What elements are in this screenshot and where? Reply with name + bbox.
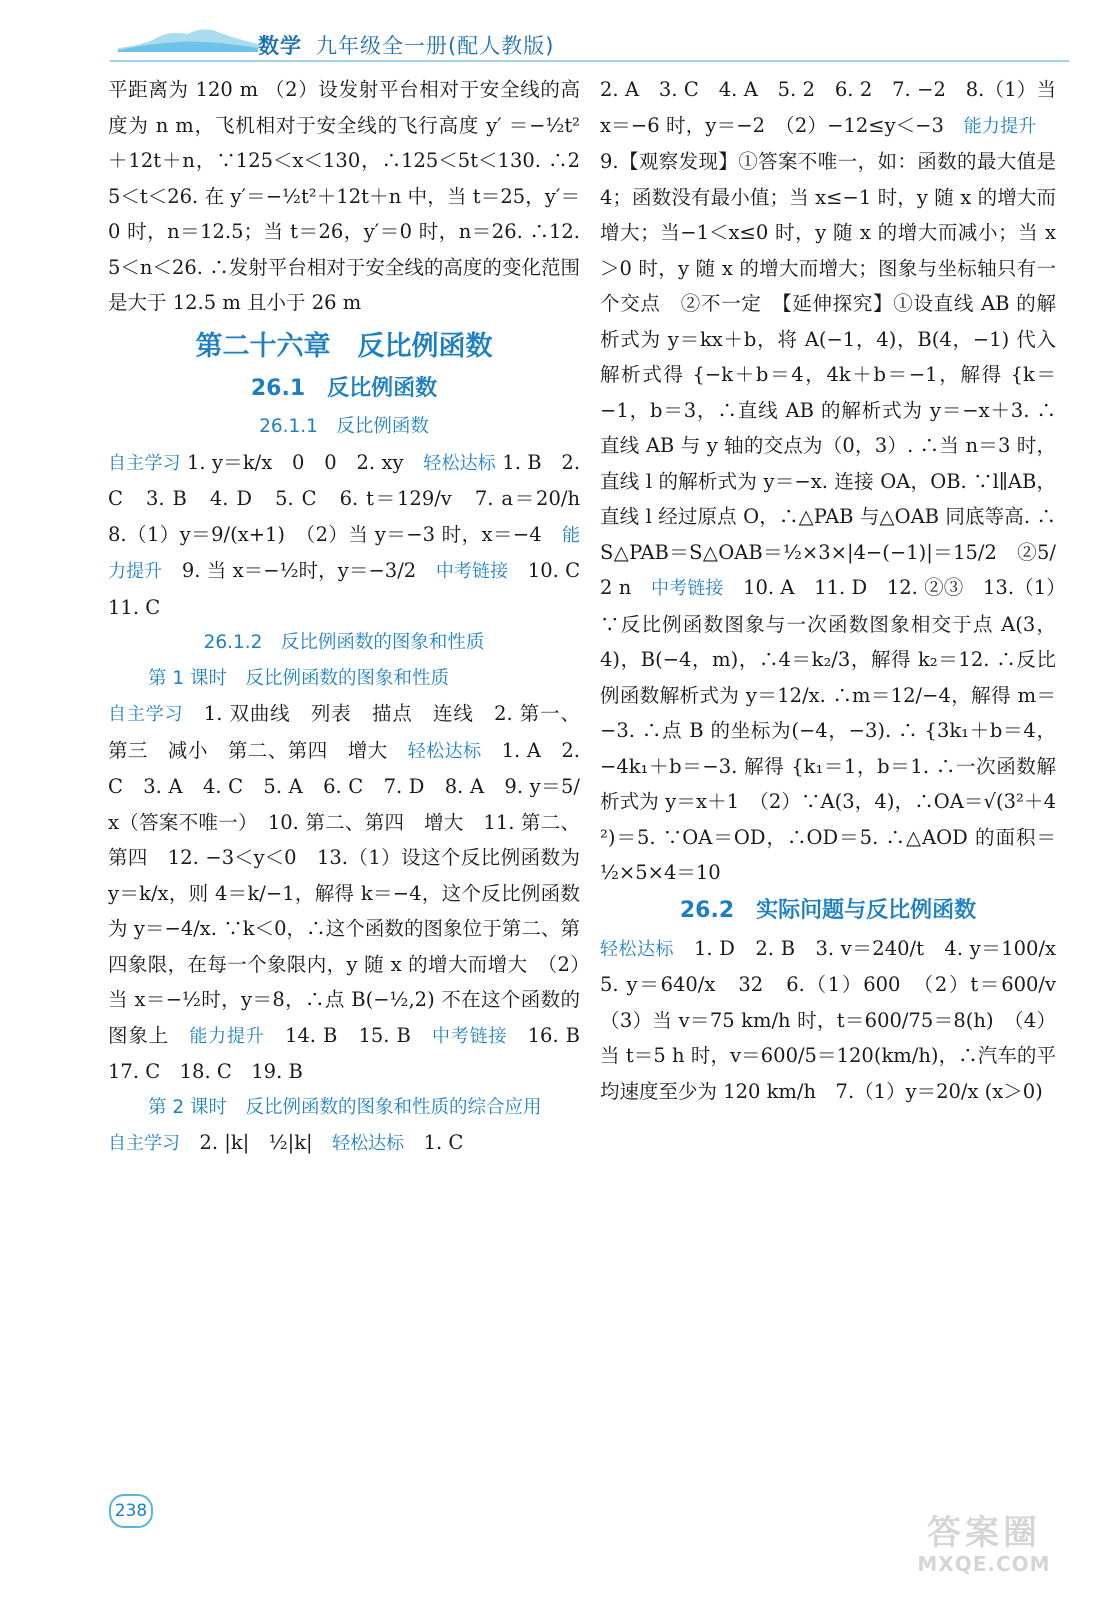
section-keyword: 中考链接 [432,1025,508,1047]
section-keyword: 自主学习 [108,704,184,725]
answer-text: 10. C 11. C [108,559,600,619]
answer-text: 1. C [404,1130,464,1154]
answer-text: 14. B 15. B [264,1023,432,1047]
answer-text: 9.【观察发现】①答案不唯一，如：函数的最大值是 4；函数没有最小值；当 x≤−1 时，y 随 x 的增大而增大；当−1＜x≤0 时，y 随 x 的增大而减小；当 x＞0 时，y 随 x 的增大而增大；图象与坐标轴只有一个交点 ②不一定 【延伸探究】①设直线 AB 的解析式为 y＝kx＋b，将 A(−1，4)，B(4，−1) 代入解析式得 {−k＋b＝4，4k＋b＝−1，解得 {k＝−1，b＝3，∴直线 AB 的解析式为 y＝−x＋3. ∴直线 AB 与 y 轴的交点为（0，3）. ∴当 n＝3 时，直线 l 的解析式为 y＝−x. 连接 OA，OB. ∵l∥AB，直线 l 经过原点 O，∴△PAB 与△OAB 同底等高. ∴S△PAB＝S△OAB＝½×3×|4−(−1)|＝15/2 ②5/2 n [600,113,1056,599]
answer-text: 10. A 11. D 12. ②③ 13.（1）∵反比例函数图象与一次函数图象相交于点 A(3，4)，B(−4，m)，∴4＝k₂/3，解得 k₂＝12. ∴反比例函数解析式为 y＝12/x. ∴m＝12/−4，解得 m＝−3. ∴点 B 的坐标为(−4，−3). ∴ {3k₁＋b＝4，−4k₁＋b＝−3. 解得 {k₁＝1，b＝1. ∴一次函数解析式为 y＝x＋1 （2）∵A(3，4)，∴OA＝√(3²＋4²)＝5. ∵OA＝OD，∴OD＝5. ∴△AOD 的面积＝½×5×4＝10 [600,576,1057,884]
watermark-en: MXQE.COM [917,1552,1051,1576]
section-title: 26.1 反比例函数 [250,375,438,401]
section-keyword: 轻松达标 [600,938,674,960]
section-keyword: 能力提升 [108,524,580,582]
right-column [600,72,1076,1109]
answer-paragraph [108,696,600,1090]
section-keyword: 自主学习 [108,1132,180,1154]
section-keyword: 中考链接 [435,561,509,582]
section-keyword: 轻松达标 [332,1132,405,1154]
section-keyword: 轻松达标 [407,740,482,762]
answer-text: 9. 当 x＝−½时，y＝−3/2 [162,559,436,582]
answer-text: 1. B 2. C 3. B 4. D 5. C 6. t＝129/v 7. a＝20/h 8.（1）y＝9/(x+1) （2）当 y＝−3 时，x＝−4 [108,450,600,546]
answer-text: 1. y＝k/x 0 0 2. xy [180,450,424,474]
page-number: 238 [109,1494,153,1528]
header-title [258,30,554,60]
watermark-logo [889,1514,1079,1578]
lesson-title: 第 1 课时 反比例函数的图象和性质 [148,668,450,689]
watermark-cn: 答案圈 [927,1513,1041,1553]
lesson-title: 第 2 课时 反比例函数的图象和性质的综合应用 [148,1096,542,1118]
answer-text: 1. 双曲线 列表 描点 连线 2. 第一、第三 减小 第二、第四 增大 [108,702,581,762]
section-keyword: 能力提升 [189,1025,265,1047]
section-keyword: 自主学习 [108,452,181,474]
answer-text: 2. A 3. C 4. A 5. 2 6. 2 7. −2 8.（1）当 x＝−6 时，y＝−2 （2）−12≤y＜−3 [600,78,1056,137]
chapter-title: 第二十六章 反比例函数 [195,330,493,362]
answer-paragraph [600,72,1056,891]
answer-paragraph [600,931,1076,1110]
header-book: 九年级全一册(配人教版) [316,34,555,58]
subsection-title: 26.1.2 反比例函数的图象和性质 [203,632,485,653]
answer-paragraph: 平距离为 120 m （2）设发射平台相对于安全线的高度为 n m，飞机相对于安全线的飞行高度 y′ ＝−½t² ＋12t＋n，∵125＜x＜130，∴125＜5t＜130. ∴25＜t＜26. 在 y′＝−½t²＋12t＋n 中，当 t＝25，y′＝0 时，n＝12.5；当 t＝26，y′＝0 时，n＝26. ∴12.5＜n＜26. ∴发射平台相对于安全线的高度的变化范围是大于 12.5 m 且小于 26 m [108,78,580,314]
wave-decoration-icon [118,24,258,54]
left-column [108,72,600,1161]
answer-text: 1. A 2. C 3. A 4. C 5. A 6. C 7. D 8. A 9. y＝5/x（答案不唯一） 10. 第二、第四 增大 11. 第二、第四 12. −3＜y＜0 13.（1）设这个反比例函数为 y＝k/x，则 4＝k/−1，解得 k＝−4，这个反比例函数为 y＝−4/x. ∵k＜0，∴这个函数的图象位于第二、第四象限，在每一个象限内，y 随 x 的增大而增大 （2）当 x＝−½时，y＝8，∴点 B(−½,2) 不在这个函数的图象上 [108,738,580,1047]
page-header [0,0,1109,70]
section-title: 26.2 实际问题与反比例函数 [679,897,977,923]
answer-text: 2. |k| ½|k| [180,1130,333,1154]
answer-text: 1. D 2. B 3. v＝240/t 4. y＝100/x 5. y＝640/x 32 6.（1）600 （2）t＝600/v （3）当 v＝75 km/h 时，t＝600/75＝8(h) （4）当 t＝5 h 时，v＝600/5＝120(km/h)，∴汽车的平均速度至少为 120 km/h 7.（1）y＝20/x (x＞0) [600,936,1076,1103]
subsection-title: 26.1.1 反比例函数 [259,415,429,437]
answer-text: 16. B 17. C 18. C 19. B [108,1023,600,1083]
header-subject: 数学 [258,34,302,58]
header-rule [110,60,1069,62]
section-keyword: 能力提升 [963,115,1037,137]
answer-paragraph [108,445,600,626]
answer-paragraph [108,1125,580,1162]
section-keyword: 轻松达标 [423,452,496,474]
section-keyword: 中考链接 [651,578,724,599]
